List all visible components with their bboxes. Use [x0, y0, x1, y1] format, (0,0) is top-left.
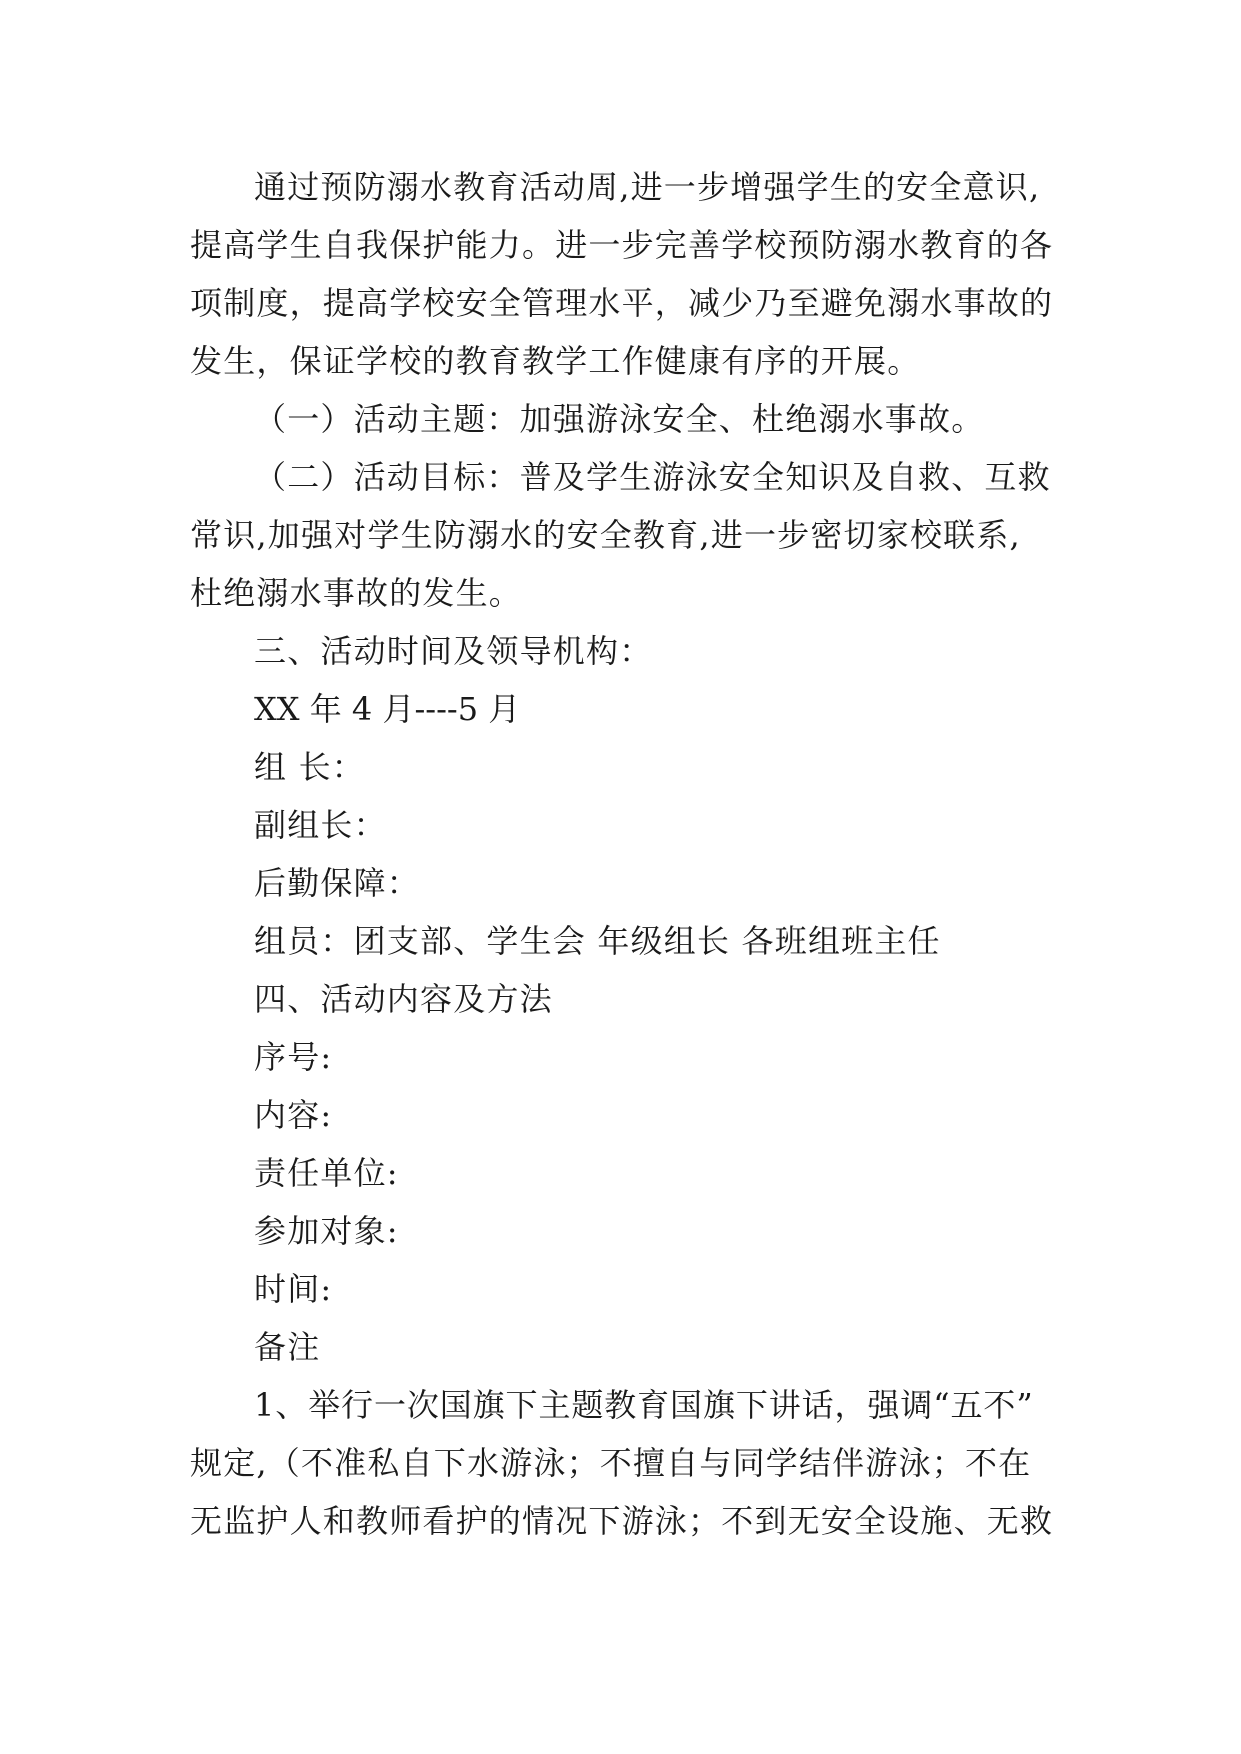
field-label-members: 组员：团支部、学生会 年级组长 各班组班主任 [254, 922, 941, 960]
paragraph-line: （一）活动主题：加强游泳安全、杜绝溺水事故。 [254, 400, 985, 438]
paragraph-line: 提高学生自我保护能力。进一步完善学校预防溺水教育的各 [190, 226, 1054, 264]
field-label-content: 内容: [254, 1096, 333, 1134]
field-label-logistics: 后勤保障： [254, 864, 421, 902]
paragraph-line: 规定,（不准私自下水游泳；不擅自与同学结伴游泳；不在 [190, 1444, 1032, 1482]
field-label-number: 序号: [254, 1038, 333, 1076]
paragraph-line: （二）活动目标：普及学生游泳安全知识及自救、互救 [254, 458, 1051, 496]
paragraph-line: 常识,加强对学生防溺水的安全教育,进一步密切家校联系, [190, 516, 1021, 554]
paragraph-line: 无监护人和教师看护的情况下游泳；不到无安全设施、无救 [190, 1502, 1054, 1540]
section-heading: 三、活动时间及领导机构： [254, 632, 653, 670]
section-heading: 四、活动内容及方法 [254, 980, 553, 1018]
document-body [190, 158, 1060, 1550]
paragraph-line: 杜绝溺水事故的发生。 [190, 574, 523, 612]
paragraph-line: 通过预防溺水教育活动周,进一步增强学生的安全意识, [254, 168, 1041, 206]
field-label-deputy-leader: 副组长： [254, 806, 387, 844]
field-label-remarks: 备注 [254, 1328, 321, 1366]
date-range: XX 年 4 月----5 月 [254, 690, 521, 728]
paragraph-line: 发生，保证学校的教育教学工作健康有序的开展。 [190, 342, 921, 380]
field-label-leader: 组 长： [254, 748, 365, 786]
paragraph-line: 项制度，提高学校安全管理水平，减少乃至避免溺水事故的 [190, 284, 1054, 322]
paragraph-line: 1、举行一次国旗下主题教育国旗下讲话，强调“五不” [254, 1386, 1034, 1424]
field-label-responsible-unit: 责任单位: [254, 1154, 399, 1192]
field-label-time: 时间: [254, 1270, 333, 1308]
field-label-participants: 参加对象: [254, 1212, 399, 1250]
